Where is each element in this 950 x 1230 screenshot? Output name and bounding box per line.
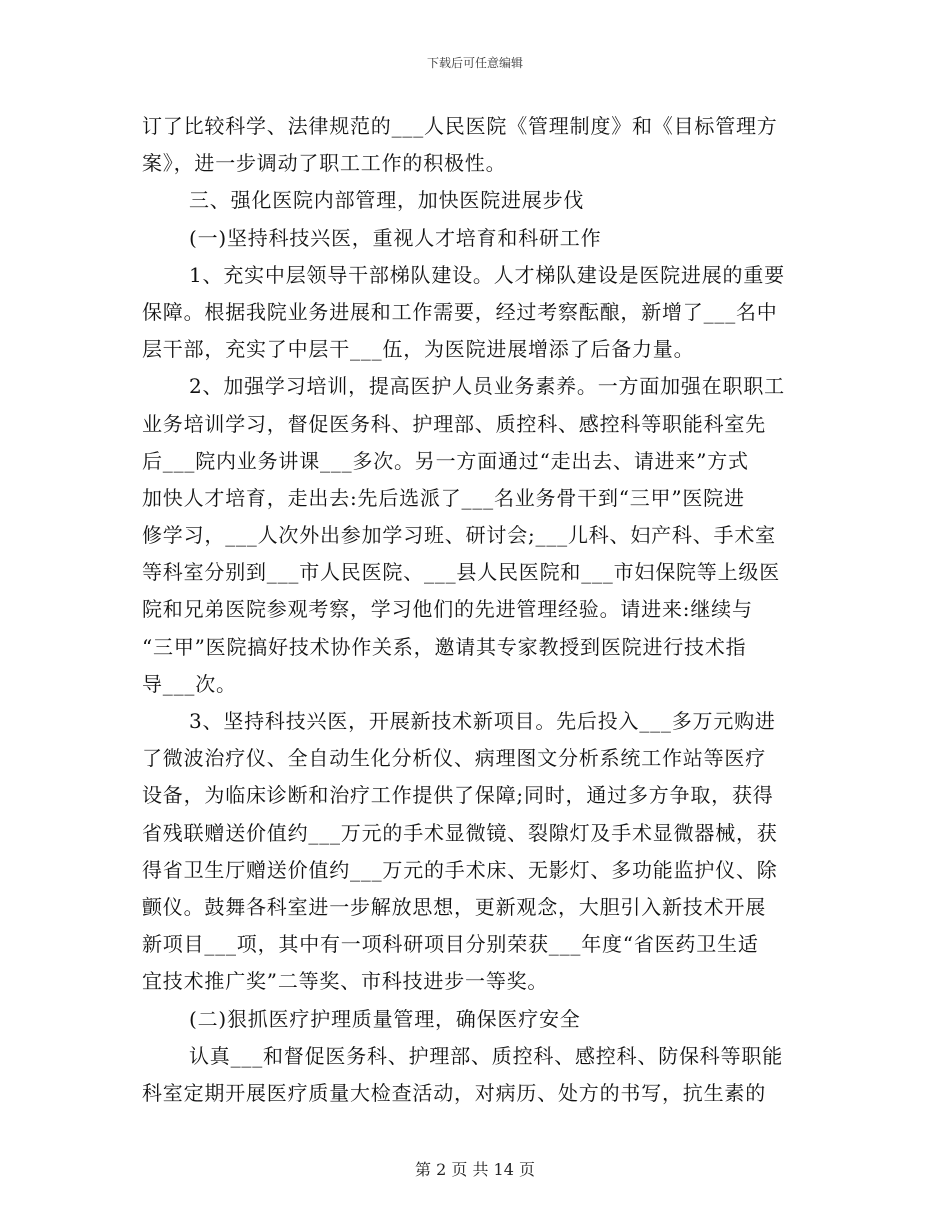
text-line: 等科室分别到___市人民医院、___县人民医院和___市妇保院等上级医	[142, 560, 780, 585]
section-heading: 三、强化医院内部管理，加快医院进展步伐	[189, 188, 585, 213]
text-line: 订了比较科学、法律规范的___人民医院《管理制度》和《目标管理方	[142, 114, 778, 138]
subsection-heading: (一)坚持科技兴医，重视人才培育和科研工作	[189, 225, 602, 250]
text-line: 层干部，充实了中层干___伍，为医院进展增添了后备力量。	[142, 337, 695, 362]
text-line: 了微波治疗仪、全自动生化分析仪、病理图文分析系统工作站等医疗	[142, 746, 766, 771]
text-line: 加快人才培育，走出去:先后选派了___名业务骨干到“三甲”医院进	[142, 485, 745, 510]
subsection-heading: (二)狠抓医疗护理质量管理，确保医疗安全	[189, 1006, 581, 1031]
text-line: 设备，为临床诊断和治疗工作提供了保障;同时，通过多方争取，获得	[142, 783, 774, 808]
text-line: 导___次。	[142, 671, 237, 696]
page-header-note: 下载后可任意编辑	[426, 56, 523, 70]
text-line: 业务培训学习，督促医务科、护理部、质控科、感控科等职能科室先	[142, 411, 766, 436]
text-line: 案》，进一步调动了职工工作的积极性。	[142, 151, 507, 176]
text-line: 1、充实中层领导干部梯队建设。人才梯队建设是医院进展的重要	[189, 262, 785, 287]
text-line: 颤仪。鼓舞各科室进一步解放思想，更新观念，大胆引入新技术开展	[142, 894, 766, 919]
text-line: 得省卫生厅赠送价值约___万元的手术床、无影灯、多功能监护仪、除	[142, 857, 778, 882]
text-line: 修学习，___人次外出参加学习班、研讨会;___儿科、妇产科、手术室	[142, 523, 776, 548]
page-number: 第 2 页 共 14 页	[415, 1160, 535, 1179]
document-body	[142, 108, 808, 1112]
text-line: 保障。根据我院业务进展和工作需要，经过考察酝酿，新增了___名中	[142, 299, 778, 324]
text-line: 3、坚持科技兴医，开展新技术新项目。先后投入___多万元购进	[189, 709, 776, 733]
text-line: 科室定期开展医疗质量大检查活动，对病历、处方的书写，抗生素的	[142, 1080, 766, 1105]
text-line: “三甲”医院搞好技术协作关系，邀请其专家教授到医院进行技术指	[142, 634, 747, 659]
text-line: 宜技术推广奖”二等奖、市科技进步一等奖。	[142, 969, 549, 994]
text-line: 后___院内业务讲课___多次。另一方面通过“走出去、请进来”方式	[142, 448, 749, 473]
text-line: 省残联赠送价值约___万元的手术显微镜、裂隙灯及手术显微器械，获	[142, 820, 778, 845]
text-line: 新项目___项，其中有一项科研项目分别荣获___年度“省医药卫生适	[142, 932, 759, 957]
text-line: 院和兄弟医院参观考察，学习他们的先进管理经验。请进来:继续与	[142, 597, 753, 622]
text-line: 2、加强学习培训，提高医护人员业务素养。一方面加强在职职工	[189, 374, 785, 399]
text-line: 认真___和督促医务科、护理部、质控科、感控科、防保科等职能	[189, 1043, 783, 1068]
